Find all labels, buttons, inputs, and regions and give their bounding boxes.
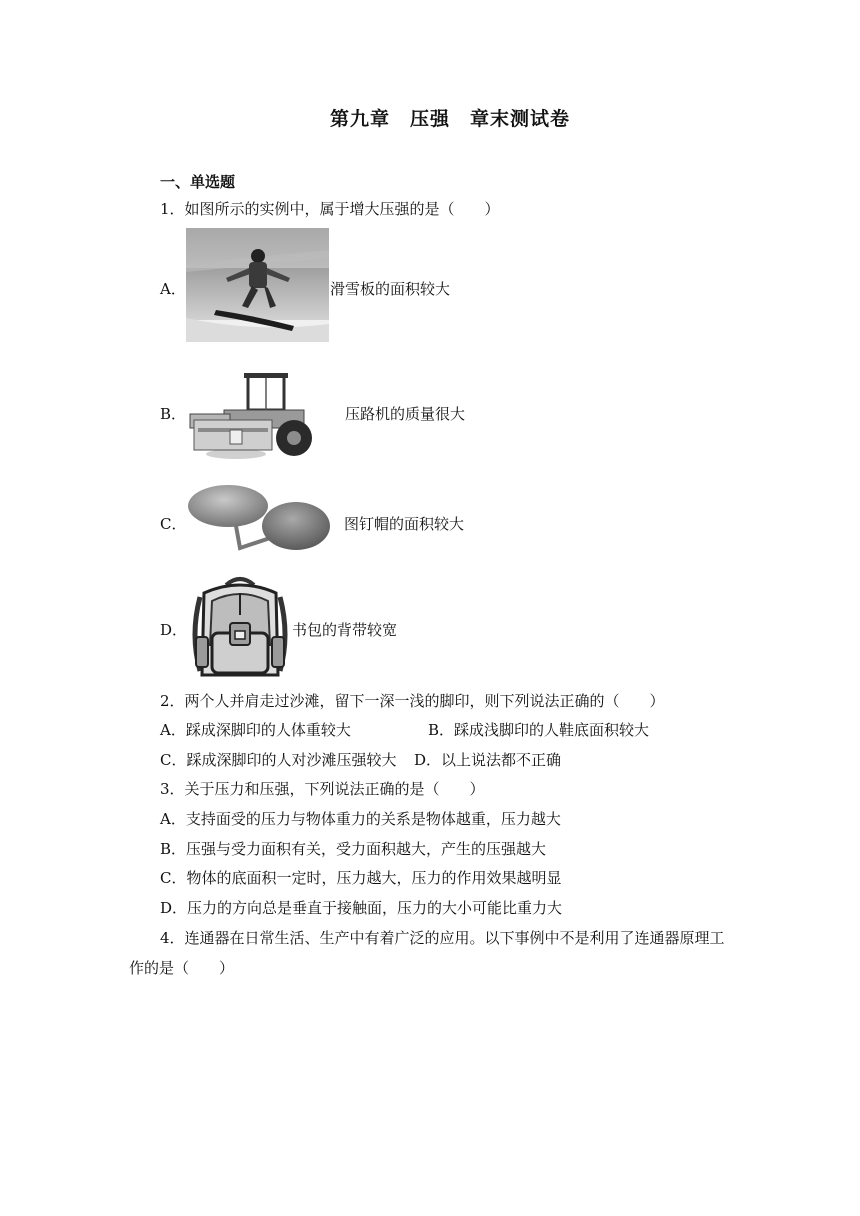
q3-option-a: A．支持面受的压力与物体重力的关系是物体越重，压力越大 — [160, 810, 561, 828]
backpack-drawing — [186, 575, 294, 679]
section-heading: 一、单选题 — [160, 173, 236, 191]
question-4-stem-line-2: 作的是（ ） — [129, 959, 235, 977]
q2-option-b: B．踩成浅脚印的人鞋底面积较大 — [428, 721, 650, 739]
question-4-stem-line-1: 4．连通器在日常生活、生产中有着广泛的应用。以下事例中不是利用了连通器原理工 — [160, 929, 725, 947]
q2-option-d: D．以上说法都不正确 — [414, 751, 562, 769]
q2-option-c: C．踩成深脚印的人对沙滩压强较大 — [160, 751, 397, 769]
question-1-stem: 1．如图所示的实例中，属于增大压强的是（ ） — [160, 200, 500, 218]
q3-option-d: D．压力的方向总是垂直于接触面，压力的大小可能比重力大 — [160, 899, 563, 917]
q3-option-b: B．压强与受力面积有关，受力面积越大，产生的压强越大 — [160, 840, 547, 858]
q1-option-d-letter: D． — [160, 621, 188, 639]
q1-option-a-letter: A． — [160, 280, 186, 298]
question-3-stem: 3．关于压力和压强，下列说法正确的是（ ） — [160, 780, 485, 798]
q2-option-a: A．踩成深脚印的人体重较大 — [160, 721, 351, 739]
road-roller-photo — [184, 370, 318, 462]
q3-option-c: C．物体的底面积一定时，压力越大，压力的作用效果越明显 — [160, 869, 562, 887]
q1-option-d-caption: 书包的背带较宽 — [292, 621, 398, 639]
q1-option-a-caption: 滑雪板的面积较大 — [330, 280, 451, 298]
thumbtack-photo — [184, 482, 332, 554]
snowboarder-photo — [186, 228, 329, 342]
question-2-stem: 2．两个人并肩走过沙滩，留下一深一浅的脚印，则下列说法正确的（ ） — [160, 692, 665, 710]
q1-option-b-caption: 压路机的质量很大 — [345, 405, 466, 423]
q1-option-b-letter: B． — [160, 405, 187, 423]
page-title: 第九章 压强 章末测试卷 — [329, 108, 570, 130]
q1-option-c-letter: C． — [160, 515, 187, 533]
q1-option-c-caption: 图钉帽的面积较大 — [344, 515, 465, 533]
